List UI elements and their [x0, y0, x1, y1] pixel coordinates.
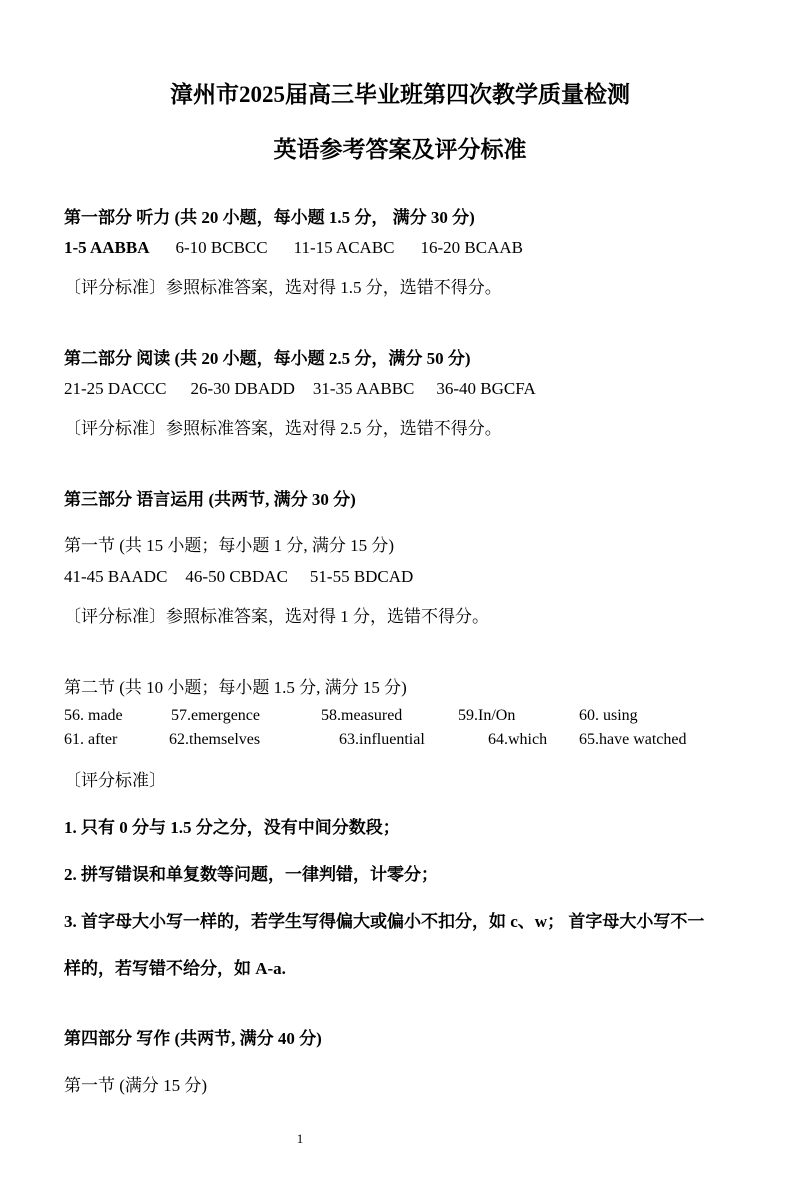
fill-answer-63: 63.influential [339, 731, 425, 748]
rule-2: 2. 拼写错误和单复数等问题，一律判错，计零分； [64, 865, 438, 884]
answer-group: 36-40 BGCFA [436, 379, 536, 398]
fill-answer-64: 64.which [488, 731, 548, 748]
answer-group: 31-35 AABBC [312, 379, 415, 398]
part3-section1-criteria: 〔评分标准〕参照标准答案，选对得 1 分，选错不得分。 [64, 607, 489, 626]
answer-group: 26-30 DBADD [190, 379, 295, 398]
part1-heading: 第一部分 听力 (共 20 小题，每小题 1.5 分， 满分 30 分) [64, 208, 475, 227]
part2-answers [64, 379, 536, 399]
doc-subtitle: 英语参考答案及评分标准 [273, 137, 527, 162]
part3-section2-criteria-label: 〔评分标准〕 [64, 771, 166, 790]
fill-answer-59: 59.In/On [458, 707, 516, 724]
rule-3-line-1: 3. 首字母大小写一样的，若学生写得偏大或偏小不扣分，如 c、w； 首字母大小写不一 [64, 912, 705, 931]
doc-title: 漳州市2025届高三毕业班第四次教学质量检测 [170, 82, 630, 107]
answer-group: 1-5 AABBA [64, 238, 150, 257]
rule-3-line-2: 样的，若写错不给分，如 A-a. [64, 959, 286, 978]
part3-section1-answers [64, 567, 413, 587]
fill-answer-61: 61. after [64, 731, 118, 748]
fill-answer-58: 58.measured [321, 707, 403, 724]
fill-answer-62: 62.themselves [169, 731, 261, 748]
fill-answer-65: 65.have watched [579, 731, 687, 748]
answer-group: 41-45 BAADC [64, 567, 168, 586]
answer-group: 51-55 BDCAD [309, 567, 414, 586]
part1-criteria: 〔评分标准〕参照标准答案，选对得 1.5 分，选错不得分。 [64, 278, 502, 297]
part3-heading: 第三部分 语言运用 (共两节, 满分 30 分) [64, 490, 356, 509]
rule-1: 1. 只有 0 分与 1.5 分之分，没有中间分数段； [64, 818, 400, 837]
part1-answers [64, 238, 523, 258]
part3-section2-heading: 第二节 (共 10 小题；每小题 1.5 分, 满分 15 分) [64, 678, 407, 697]
fill-answer-57: 57.emergence [171, 707, 260, 724]
part2-criteria: 〔评分标准〕参照标准答案，选对得 2.5 分，选错不得分。 [64, 419, 502, 438]
part4-section1-heading: 第一节 (满分 15 分) [64, 1076, 208, 1095]
page-number: 1 [296, 1131, 304, 1146]
part2-heading: 第二部分 阅读 (共 20 小题，每小题 2.5 分，满分 50 分) [64, 349, 471, 368]
part3-section1-heading: 第一节 (共 15 小题；每小题 1 分, 满分 15 分) [64, 536, 395, 555]
fill-answer-60: 60. using [579, 707, 638, 724]
answer-group: 21-25 DACCC [64, 379, 167, 398]
answer-group: 16-20 BCAAB [420, 238, 523, 257]
fill-answer-56: 56. made [64, 707, 123, 724]
answer-group: 6-10 BCBCC [175, 238, 268, 257]
answer-group: 11-15 ACABC [293, 238, 395, 257]
part4-heading: 第四部分 写作 (共两节, 满分 40 分) [64, 1029, 322, 1048]
answer-group: 46-50 CBDAC [185, 567, 288, 586]
